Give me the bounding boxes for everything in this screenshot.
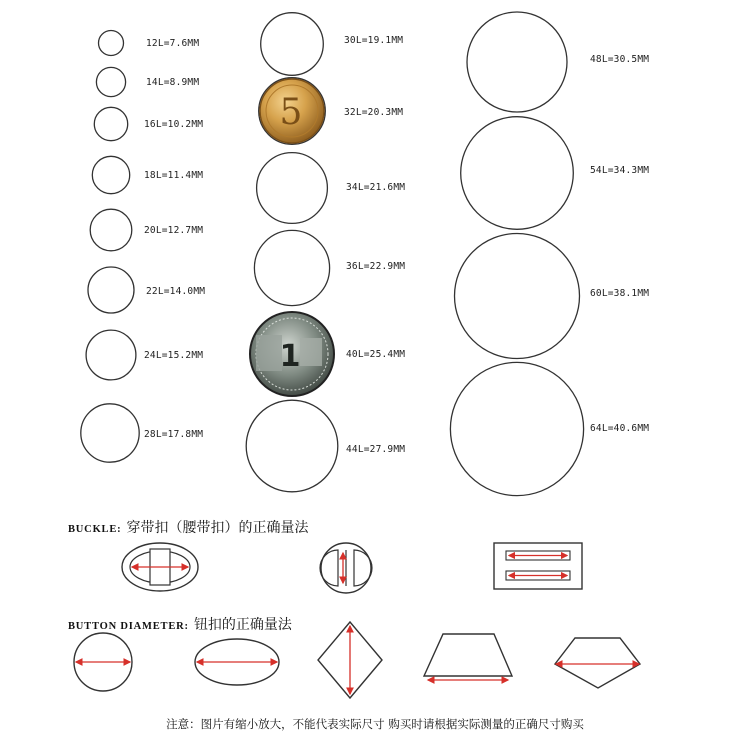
size-circle (246, 400, 338, 492)
oval-buckle-diagram (122, 543, 198, 591)
size-label: 44L=27.9MM (346, 444, 406, 455)
size-circle (86, 330, 136, 380)
pentagon-button-diagram (555, 638, 640, 688)
trapezoid-button-diagram (424, 634, 512, 680)
silver-coin (250, 312, 334, 396)
size-label: 16L=10.2MM (144, 119, 204, 130)
button-title-cn: 钮扣的正确量法 (193, 617, 292, 633)
size-circle (254, 230, 329, 305)
size-label: 20L=12.7MM (144, 225, 204, 236)
size-label: 28L=17.8MM (144, 429, 204, 440)
size-label: 36L=22.9MM (346, 261, 406, 272)
size-circle (90, 209, 132, 251)
rect-buckle-diagram (494, 543, 582, 589)
size-label: 64L=40.6MM (590, 423, 650, 434)
size-label: 14L=8.9MM (146, 77, 200, 88)
size-label: 12L=7.6MM (146, 38, 200, 49)
size-label: 30L=19.1MM (344, 35, 404, 46)
size-circle (81, 404, 139, 462)
silver-coin-digit: 1 (279, 339, 301, 374)
size-label: 54L=34.3MM (590, 165, 650, 176)
size-label: 48L=30.5MM (590, 54, 650, 65)
buckle-title-cn: 穿带扣（腰带扣）的正确量法 (126, 520, 309, 536)
disclaimer-note: 注意：图片有缩小放大，不能代表实际尺寸 购买时请根据实际测量的正确尺寸购买 (166, 717, 584, 731)
oval-button-diagram (195, 639, 279, 685)
size-label: 40L=25.4MM (346, 349, 406, 360)
round-buckle-diagram (320, 543, 372, 593)
button-heading (68, 614, 292, 634)
gold-coin (260, 79, 324, 143)
size-label: 24L=15.2MM (144, 350, 204, 361)
size-circle (261, 13, 324, 76)
size-label: 60L=38.1MM (590, 288, 650, 299)
size-circle (450, 362, 583, 495)
size-label: 32L=20.3MM (344, 107, 404, 118)
diamond-button-diagram (318, 622, 382, 698)
size-label: 18L=11.4MM (144, 170, 204, 181)
size-circle (96, 67, 125, 96)
size-circle (92, 156, 129, 193)
size-circle (467, 12, 567, 112)
size-circle (455, 234, 580, 359)
size-circle (257, 153, 328, 224)
button-title-en: BUTTON DIAMETER: (68, 621, 189, 632)
gold-coin-digit: 5 (279, 92, 303, 133)
size-circle (88, 267, 134, 313)
size-label: 22L=14.0MM (146, 286, 206, 297)
blur-patch-icon (256, 335, 282, 371)
round-button-diagram (74, 633, 132, 691)
size-circle (461, 117, 574, 230)
size-circle (99, 31, 124, 56)
size-label: 34L=21.6MM (346, 182, 406, 193)
buckle-heading (68, 517, 309, 537)
buckle-title-en: BUCKLE: (68, 524, 122, 535)
size-circle (94, 107, 127, 140)
size-labels (144, 35, 649, 455)
